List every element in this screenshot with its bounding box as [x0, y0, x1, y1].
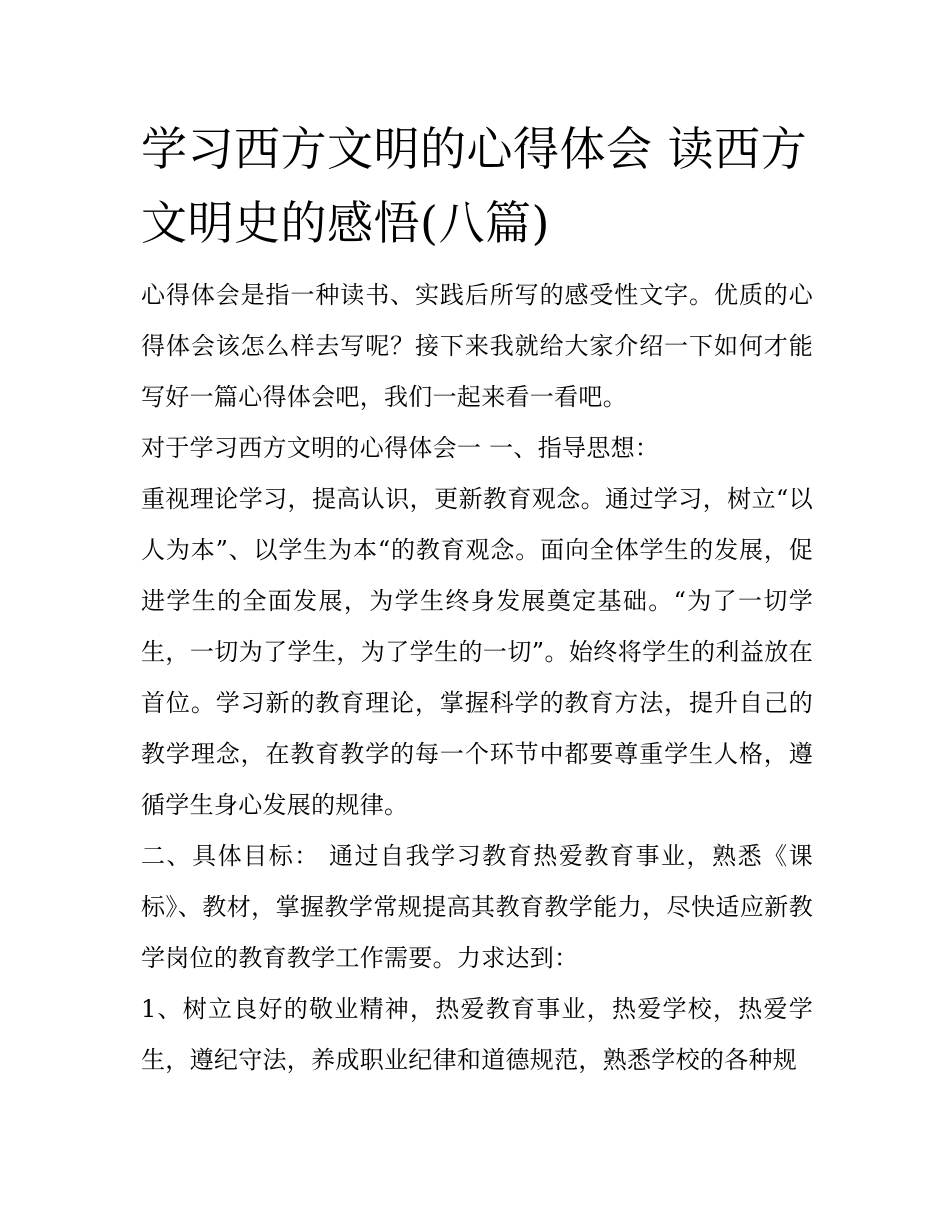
- document-body: [141, 112, 813, 1086]
- intro-paragraph: 心得体会是指一种读书、实践后所写的感受性文字。优质的心得体会该怎么样去写呢？接下来我就给大家介绍一下如何才能写好一篇心得体会吧，我们一起来看一看吧。: [141, 281, 813, 411]
- guiding-ideas-paragraph: 重视理论学习，提高认识，更新教育观念。通过学习，树立“以人为本”、以学生为本“的教育观念。面向全体学生的发展，促进学生的全面发展，为学生终身发展奠定基础。“为了一切学生，一切为了学生，为了学生的一切”。始终将学生的利益放在首位。学习新的教育理论，掌握科学的教育方法，提升自己的教学理念，在教育教学的每一个环节中都要尊重学生人格，遵循学生身心发展的规律。: [141, 485, 813, 819]
- section-one-heading: 对于学习西方文明的心得体会一 一、指导思想：: [141, 434, 660, 462]
- specific-goals-paragraph: 二、具体目标： 通过自我学习教育热爱教育事业，熟悉《课标》、教材，掌握教学常规提高其教育教学能力，尽快适应新教学岗位的教育教学工作需要。力求达到：: [141, 842, 813, 972]
- document-title: 学习西方文明的心得体会 读西方文明史的感悟(八篇): [141, 122, 808, 250]
- goal-item-1-paragraph: 1、树立良好的敬业精神，热爱教育事业，热爱学校，热爱学生，遵纪守法，养成职业纪律和道德规范，熟悉学校的各种规: [141, 995, 813, 1074]
